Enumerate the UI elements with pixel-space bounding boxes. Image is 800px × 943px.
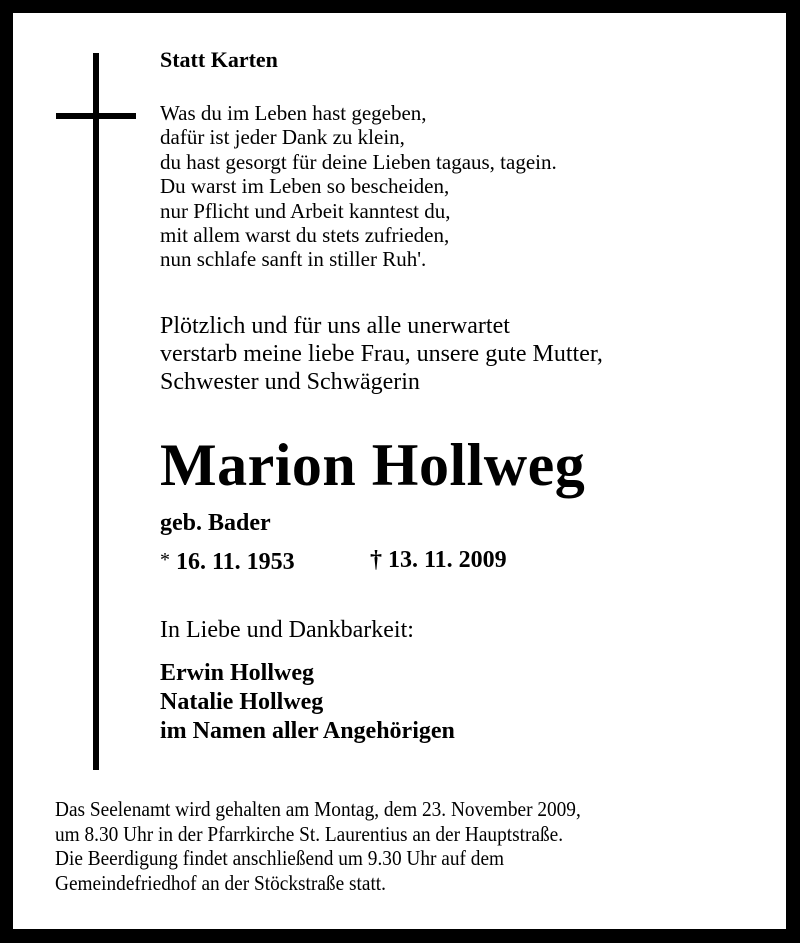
- service-line: Gemeindefriedhof an der Stöckstraße statt.: [55, 870, 387, 895]
- cross-horizontal-bar: [56, 113, 136, 119]
- thanks-line: In Liebe und Dankbarkeit:: [160, 617, 414, 643]
- poem-line: nur Pflicht und Arbeit kanntest du,: [160, 198, 451, 223]
- announcement-line: verstarb meine liebe Frau, unsere gute Mutter,: [160, 341, 603, 367]
- birth-date-group: [160, 549, 295, 575]
- service-line: Die Beerdigung findet anschließend um 9.30 Uhr auf dem: [55, 846, 505, 870]
- service-line: Das Seelenamt wird gehalten am Montag, dem 23. November 2009,: [55, 797, 581, 821]
- announcement-line: Plötzlich und für uns alle unerwartet: [160, 313, 510, 339]
- death-date-group: [370, 545, 507, 575]
- poem-line: du hast gesorgt für deine Lieben tagaus, tagein.: [160, 149, 557, 174]
- poem-line: mit allem warst du stets zufrieden,: [160, 223, 450, 248]
- maiden-name: geb. Bader: [160, 510, 271, 536]
- cross-vertical-bar: [93, 53, 99, 770]
- birth-date: 16. 11. 1953: [176, 549, 295, 575]
- poem-line: dafür ist jeder Dank zu klein,: [160, 125, 405, 150]
- birth-star-icon: *: [160, 549, 170, 571]
- service-line: um 8.30 Uhr in der Pfarrkirche St. Laurentius an der Hauptstraße.: [55, 821, 564, 846]
- family-member: Natalie Hollweg: [160, 689, 324, 715]
- service-info: [55, 797, 581, 895]
- announcement-line: Schwester und Schwägerin: [160, 369, 420, 395]
- poem-line: Du warst im Leben so bescheiden,: [160, 174, 450, 199]
- poem-line: Was du im Leben hast gegeben,: [160, 101, 427, 125]
- announcement: [160, 312, 603, 396]
- death-cross-icon: †: [370, 547, 382, 573]
- poem: [160, 101, 557, 272]
- heading: Statt Karten: [160, 47, 278, 72]
- deceased-name: Marion Hollweg: [160, 432, 586, 498]
- family-member: Erwin Hollweg: [160, 660, 314, 686]
- family-signatures: [160, 659, 455, 746]
- family-member: im Namen aller Angehörigen: [160, 718, 455, 744]
- poem-line: nun schlafe sanft in stiller Ruh'.: [160, 247, 427, 272]
- death-date: 13. 11. 2009: [388, 547, 507, 573]
- life-dates: [160, 545, 507, 577]
